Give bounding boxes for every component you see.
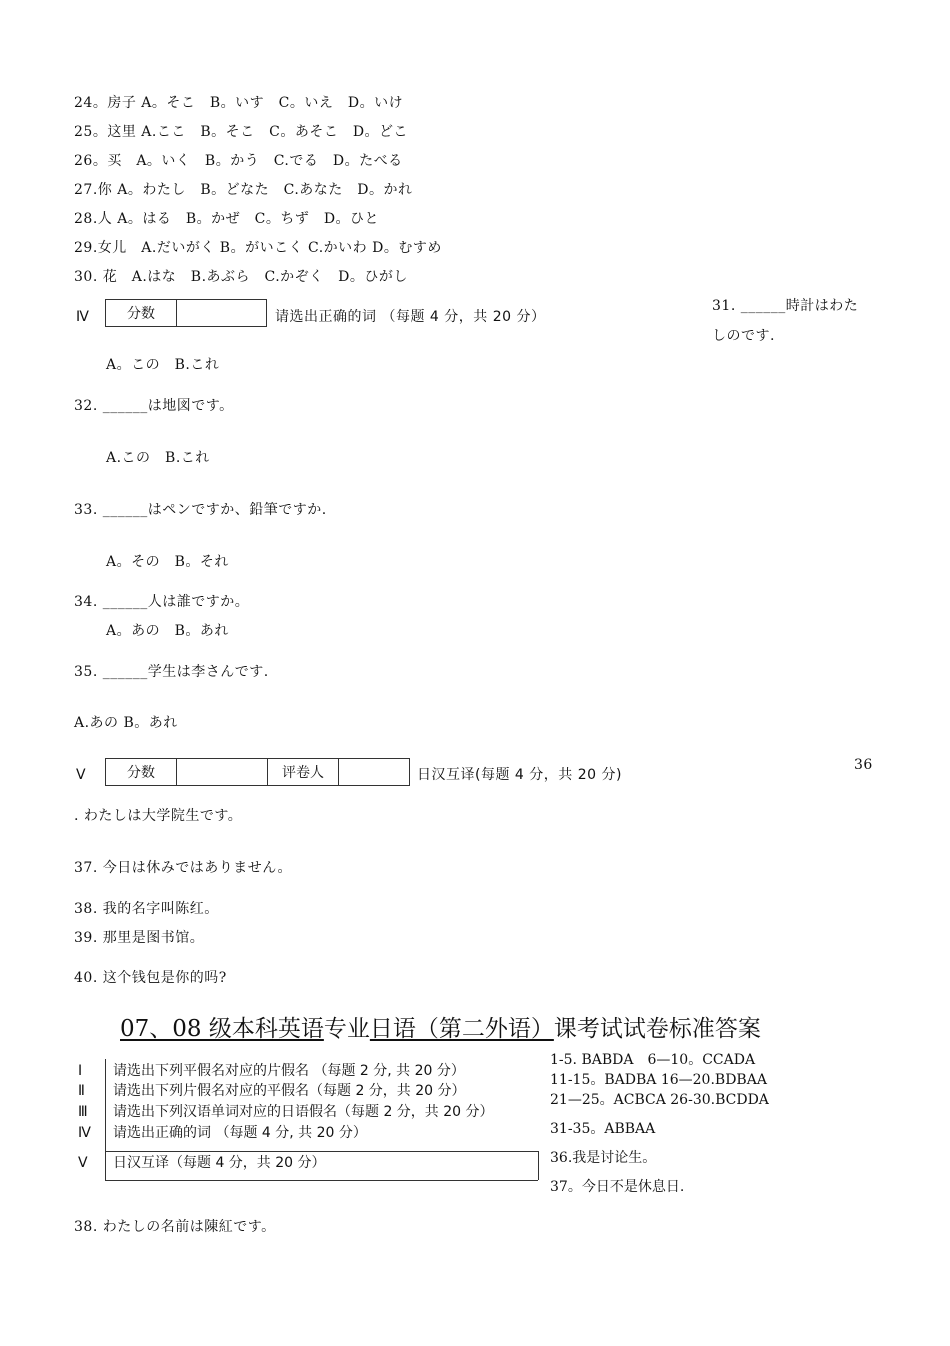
title-part-1: 07、08 级本科英语	[120, 1016, 324, 1042]
question-40: 40. 这个钱包是你的吗?	[74, 970, 227, 986]
answer-key-title	[120, 1014, 761, 1044]
question-33-options: A。その B。それ	[106, 554, 229, 570]
question-34: 34. ______人は誰ですか。	[74, 594, 250, 610]
question-34-options: A。あの B。あれ	[106, 623, 229, 639]
vocab-line-30: 30. 花 A.はな B.あぶら C.かぞく D。ひがし	[74, 269, 408, 285]
answer-section-2-text: 请选出下列片假名对应的平假名（每题 2 分，共 20 分）	[113, 1083, 466, 1099]
section-5-instruction: 日汉互译(每题 4 分，共 20 分)	[417, 767, 622, 783]
answer-38: 38. わたしの名前は陳紅です。	[74, 1219, 276, 1235]
table-right-edge	[538, 1151, 539, 1180]
answer-section-4-text: 请选出正确的词 （每题 4 分, 共 20 分）	[113, 1125, 367, 1141]
title-part-3: 日语（第二外语）	[369, 1016, 554, 1042]
question-37: 37. 今日は休みではありません。	[74, 860, 293, 876]
answer-37: 37。今日不是休息日.	[550, 1179, 685, 1195]
question-31-line1: 31. ______時計はわた	[712, 298, 859, 314]
table-bottom	[105, 1180, 538, 1181]
vocab-line-29: 29.女儿 A.だいがく B。がいこく C.かいわ D。むすめ	[74, 240, 442, 256]
vocab-line-24: 24。房子 A。そこ B。いす C。いえ D。いけ	[74, 95, 404, 111]
score-blank	[177, 759, 268, 785]
answer-section-5-text: 日汉互译（每题 4 分，共 20 分）	[113, 1155, 326, 1171]
question-32: 32. ______は地図です。	[74, 398, 234, 414]
answer-section-1-text: 请选出下列平假名对应的片假名 （每题 2 分, 共 20 分）	[113, 1063, 465, 1079]
answer-1-10: 1-5. BABDA 6—10。CCADA	[550, 1052, 756, 1068]
question-35-options: A.あの B。あれ	[74, 715, 178, 731]
question-36: . わたしは大学院生です。	[74, 808, 243, 824]
question-33: 33. ______はペンですか、鉛筆ですか.	[74, 502, 327, 518]
answer-21-30: 21—25。ACBCA 26-30.BCDDA	[550, 1092, 769, 1108]
question-36-number: 36	[854, 757, 873, 773]
section-5-numeral: Ⅴ	[76, 767, 86, 783]
vocab-line-28: 28.人 A。はる B。かぜ C。ちず D。ひと	[74, 211, 380, 227]
section-5-score-box	[105, 758, 410, 786]
question-32-options: A.この B.これ	[106, 450, 210, 466]
question-38: 38. 我的名字叫陈红。	[74, 901, 219, 917]
question-39: 39. 那里是图书馆。	[74, 930, 205, 946]
title-part-2: 专业	[323, 1016, 370, 1042]
question-31-line2: しのです.	[712, 328, 775, 344]
question-35: 35. ______学生は李さんです.	[74, 664, 269, 680]
question-31-options: A。この B.これ	[106, 357, 220, 373]
grader-blank	[339, 759, 409, 785]
title-part-4: 课考试试卷标准答案	[553, 1016, 761, 1042]
vocab-line-27: 27.你 A。わたし B。どなた C.あなた D。かれ	[74, 182, 413, 198]
answer-section-2-numeral: Ⅱ	[78, 1083, 85, 1099]
answer-11-20: 11-15。BADBA 16—20.BDBAA	[550, 1072, 767, 1088]
answer-36: 36.我是讨论生。	[550, 1150, 657, 1166]
score-label: 分数	[106, 300, 177, 326]
answer-section-4-numeral: Ⅳ	[78, 1125, 91, 1141]
section-4-instruction: 请选出正确的词 （每题 4 分，共 20 分）	[275, 309, 546, 325]
answer-section-5-numeral: Ⅴ	[78, 1155, 88, 1171]
grader-label: 评卷人	[268, 759, 339, 785]
vocab-line-25: 25。这里 A.ここ B。そこ C。あそこ D。どこ	[74, 124, 409, 140]
score-label: 分数	[106, 759, 177, 785]
section-4-numeral: Ⅳ	[76, 309, 89, 325]
section-4-score-box	[105, 299, 267, 327]
answer-section-3-text: 请选出下列汉语单词对应的日语假名（每题 2 分，共 20 分）	[113, 1104, 494, 1120]
answer-31-35: 31-35。ABBAA	[550, 1121, 656, 1137]
answer-section-1-numeral: Ⅰ	[78, 1063, 83, 1079]
answer-section-3-numeral: Ⅲ	[78, 1104, 88, 1120]
vocab-line-26: 26。买 A。いく B。かう C.でる D。たべる	[74, 153, 403, 169]
score-blank	[177, 300, 266, 326]
table-divider	[105, 1151, 538, 1152]
